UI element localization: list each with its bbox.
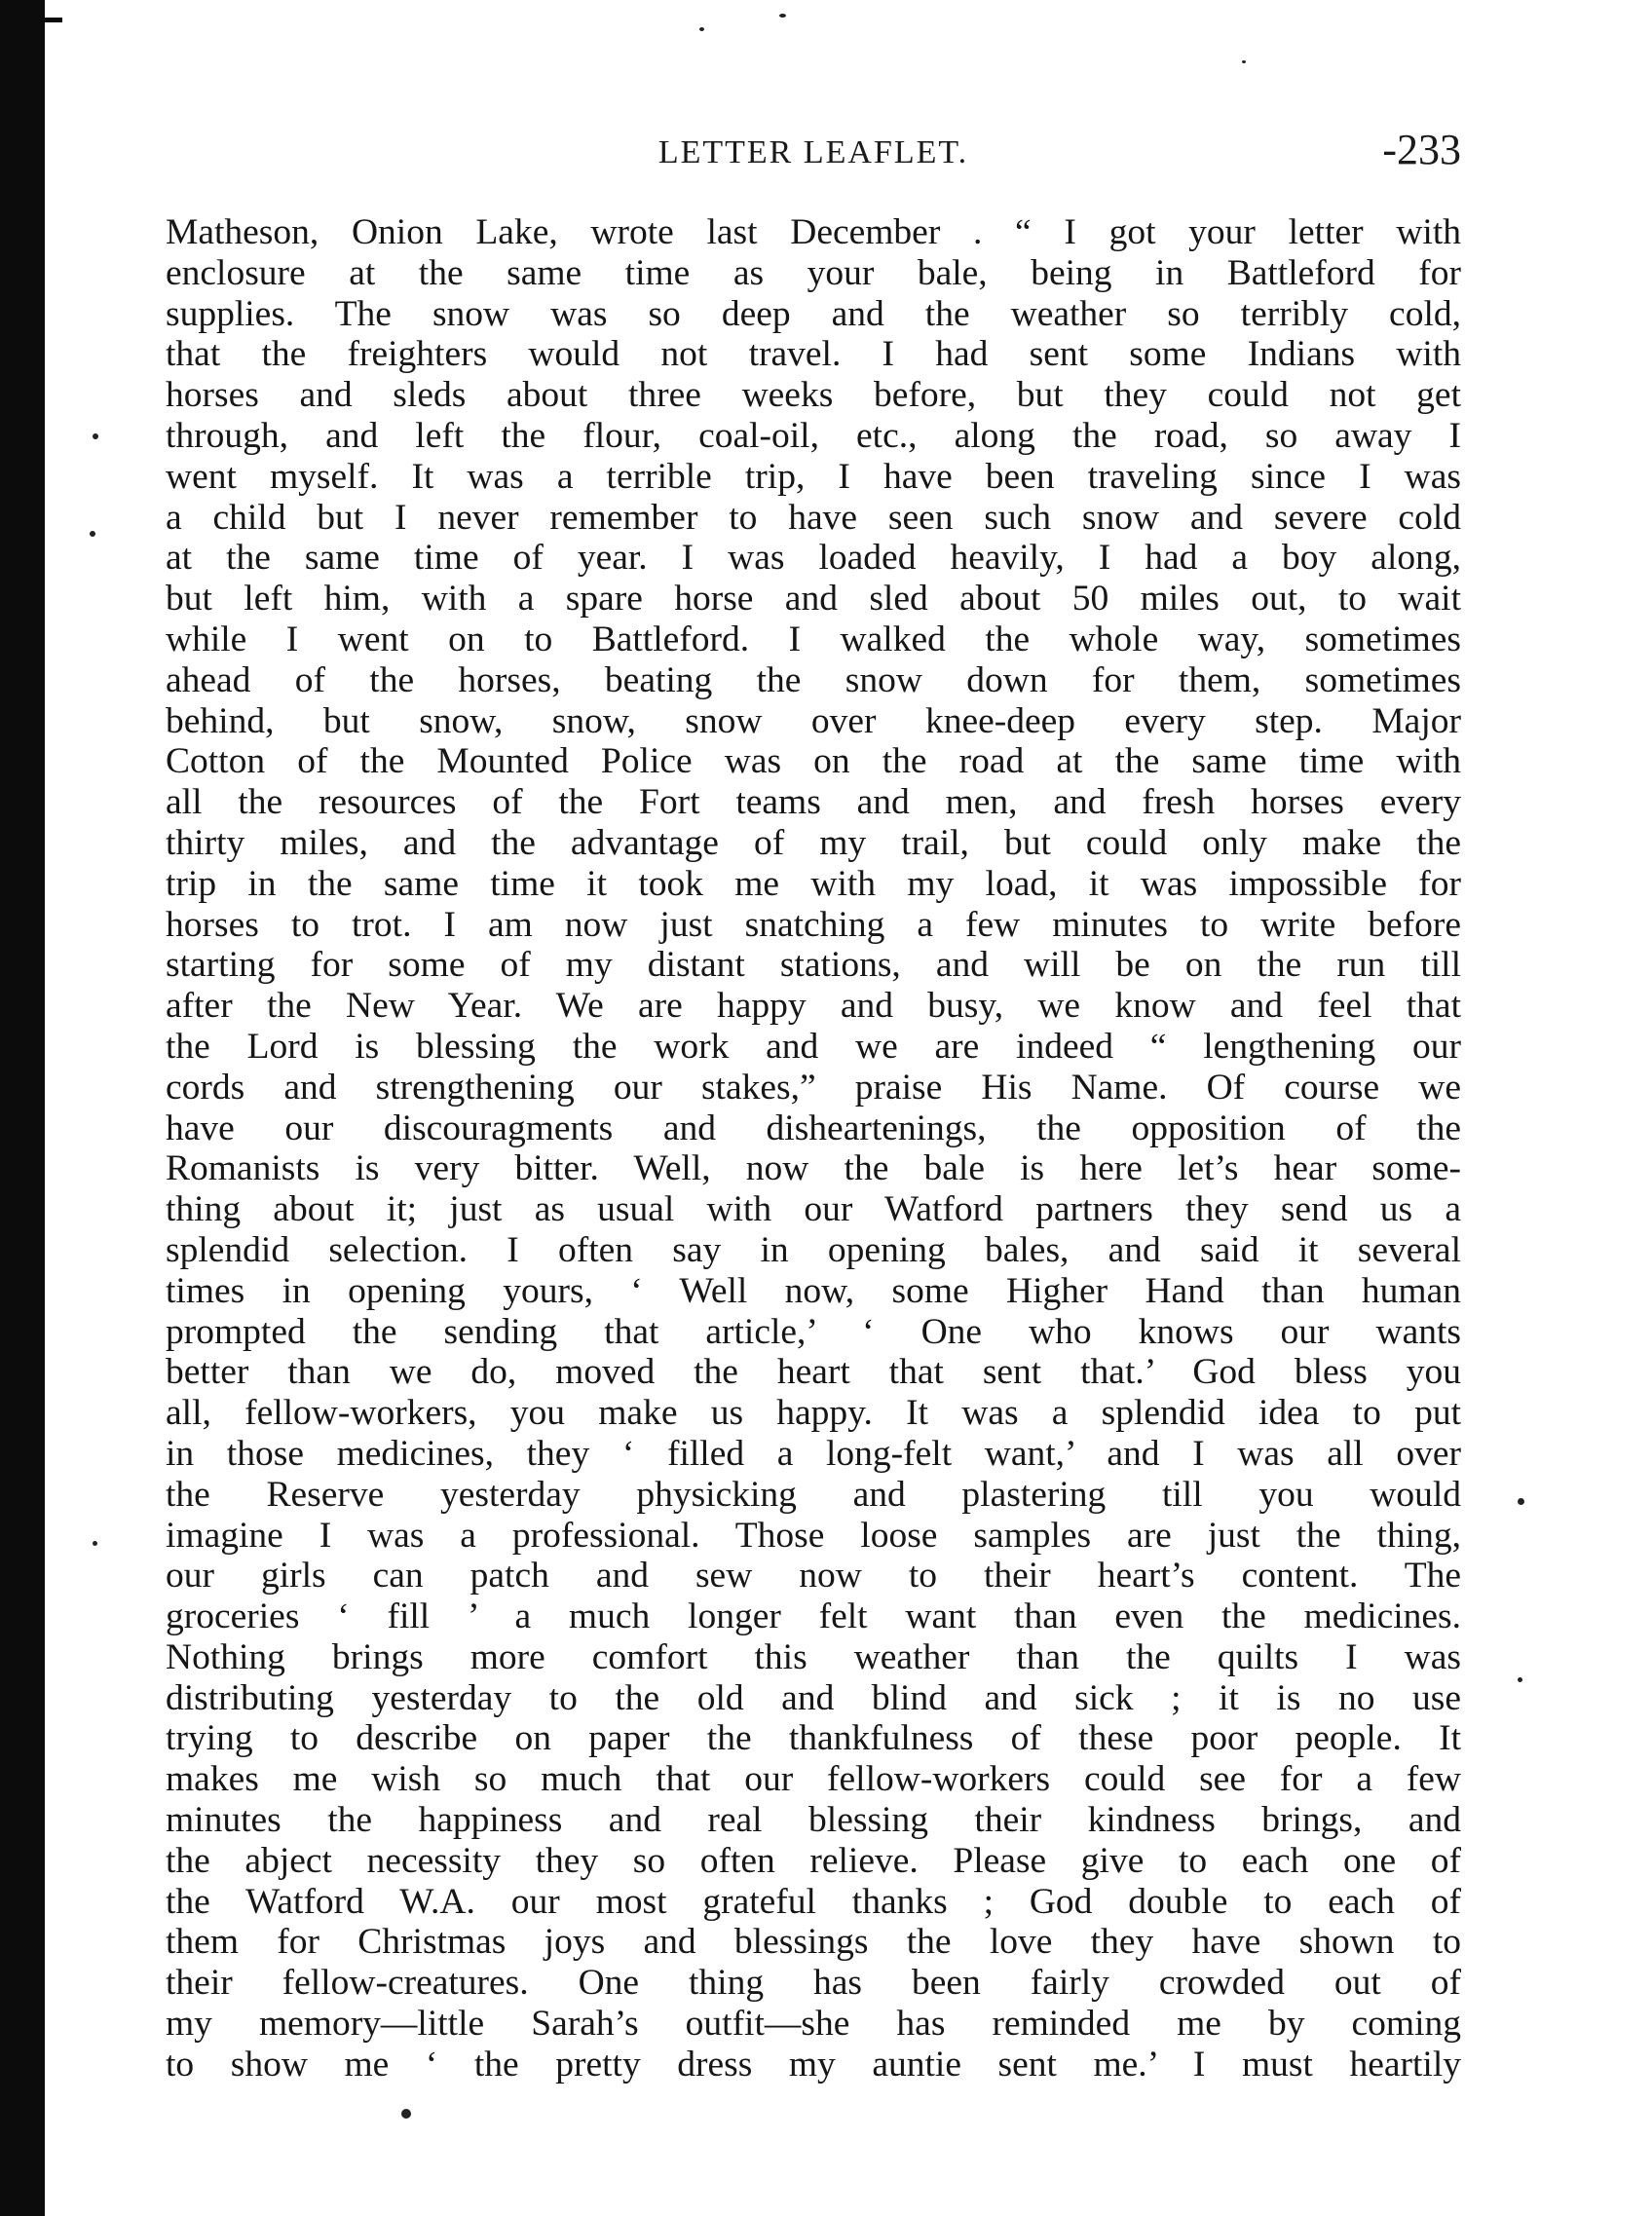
text-line: makes me wish so much that our fellow-workers could see for a few bbox=[166, 1759, 1461, 1800]
scan-speck bbox=[90, 531, 95, 537]
scan-speck bbox=[1242, 60, 1246, 63]
text-line: have our discouragments and disheartenings, the opposition of the bbox=[166, 1108, 1461, 1148]
text-line: went myself. It was a terrible trip, I have been traveling since I was bbox=[166, 456, 1461, 497]
text-line: prompted the sending that article,’ ‘ One who knows our wants bbox=[166, 1311, 1461, 1352]
text-line: to show me ‘ the pretty dress my auntie sent me.’ I must heartily bbox=[166, 2044, 1461, 2085]
text-line: trip in the same time it took me with my load, it was impossible for bbox=[166, 863, 1461, 904]
page-number: -233 bbox=[1382, 126, 1461, 173]
text-line: through, and left the flour, coal-oil, etc., along the road, so away I bbox=[166, 415, 1461, 456]
scan-edge-notch bbox=[45, 18, 62, 22]
text-line: all, fellow-workers, you make us happy. It was a splendid idea to put bbox=[166, 1393, 1461, 1434]
text-line: ahead of the horses, beating the snow down for them, sometimes bbox=[166, 659, 1461, 700]
scan-speck bbox=[401, 2109, 411, 2119]
text-line: them for Christmas joys and blessings the love they have shown to bbox=[166, 1922, 1461, 1963]
text-line: times in opening yours, ‘ Well now, some Higher Hand than human bbox=[166, 1270, 1461, 1311]
text-line: cords and strengthening our stakes,” praise His Name. Of course we bbox=[166, 1067, 1461, 1108]
scan-speck bbox=[1518, 1677, 1522, 1682]
text-line: the Reserve yesterday physicking and plastering till you would bbox=[166, 1474, 1461, 1515]
text-line: at the same time of year. I was loaded heavily, I had a boy along, bbox=[166, 538, 1461, 579]
text-line: Nothing brings more comfort this weather than the quilts I was bbox=[166, 1636, 1461, 1677]
text-line: that the freighters would not travel. I had sent some Indians with bbox=[166, 334, 1461, 375]
scan-speck bbox=[93, 1541, 97, 1546]
text-line: starting for some of my distant stations, and will be on the run till bbox=[166, 945, 1461, 986]
text-line: the Watford W.A. our most grateful thanks ; God double to each of bbox=[166, 1881, 1461, 1922]
text-line: enclosure at the same time as your bale, being in Battleford for bbox=[166, 252, 1461, 293]
text-line: the Lord is blessing the work and we are indeed “ lengthening our bbox=[166, 1026, 1461, 1067]
text-line: my memory—little Sarah’s outfit—she has reminded me by coming bbox=[166, 2004, 1461, 2045]
text-line: thing about it; just as usual with our Watford partners they send us a bbox=[166, 1189, 1461, 1230]
text-line: minutes the happiness and real blessing their kindness brings, and bbox=[166, 1800, 1461, 1841]
text-line: their fellow-creatures. One thing has been fairly crowded out of bbox=[166, 1963, 1461, 2004]
text-line: all the resources of the Fort teams and men, and fresh horses every bbox=[166, 782, 1461, 823]
text-line: but left him, with a spare horse and sled about 50 miles out, to wait bbox=[166, 579, 1461, 620]
text-line: groceries ‘ fill ’ a much longer felt want than even the medicines. bbox=[166, 1596, 1461, 1637]
scan-edge-shadow bbox=[0, 0, 45, 2216]
text-line: our girls can patch and sew now to their heart’s content. The bbox=[166, 1556, 1461, 1596]
text-line: after the New Year. We are happy and busy, we know and feel that bbox=[166, 986, 1461, 1027]
scan-speck bbox=[93, 433, 98, 439]
text-line: Matheson, Onion Lake, wrote last December . “ I got your letter with bbox=[166, 212, 1461, 252]
text-line: Romanists is very bitter. Well, now the bale is here let’s hear some- bbox=[166, 1148, 1461, 1189]
text-line: while I went on to Battleford. I walked the whole way, sometimes bbox=[166, 619, 1461, 659]
text-line: Cotton of the Mounted Police was on the road at the same time with bbox=[166, 741, 1461, 782]
page-header bbox=[166, 125, 1461, 183]
scan-speck bbox=[779, 14, 786, 18]
text-line: distributing yesterday to the old and blind and sick ; it is no use bbox=[166, 1677, 1461, 1718]
scan-speck bbox=[699, 27, 704, 31]
text-line: horses and sleds about three weeks before, but they could not get bbox=[166, 375, 1461, 416]
text-line: thirty miles, and the advantage of my trail, but could only make the bbox=[166, 822, 1461, 863]
text-line: the abject necessity they so often relieve. Please give to each one of bbox=[166, 1840, 1461, 1881]
body-text bbox=[166, 212, 1461, 2085]
text-line: behind, but snow, snow, snow over knee-deep every step. Major bbox=[166, 700, 1461, 741]
text-line: supplies. The snow was so deep and the weather so terribly cold, bbox=[166, 293, 1461, 334]
text-line: in those medicines, they ‘ filled a long-felt want,’ and I was all over bbox=[166, 1433, 1461, 1474]
text-line: splendid selection. I often say in opening bales, and said it several bbox=[166, 1229, 1461, 1270]
text-line: better than we do, moved the heart that sent that.’ God bless you bbox=[166, 1352, 1461, 1393]
text-line: trying to describe on paper the thankfulness of these poor people. It bbox=[166, 1718, 1461, 1759]
running-head: LETTER LEAFLET. bbox=[657, 134, 969, 170]
text-line: horses to trot. I am now just snatching a few minutes to write before bbox=[166, 904, 1461, 945]
scan-speck bbox=[1518, 1498, 1524, 1505]
text-line: a child but I never remember to have seen such snow and severe cold bbox=[166, 497, 1461, 538]
text-line: imagine I was a professional. Those loose samples are just the thing, bbox=[166, 1515, 1461, 1556]
